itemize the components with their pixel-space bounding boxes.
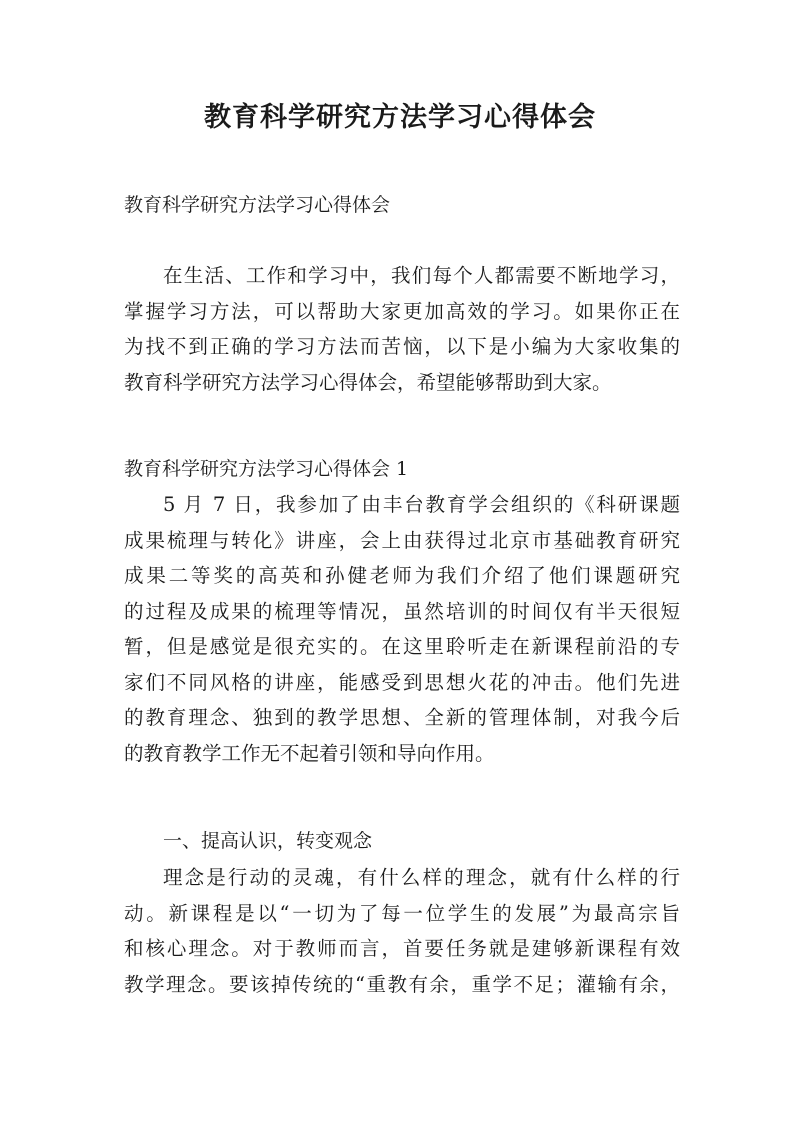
paragraph-line: 教育科学研究方法学习心得体会，希望能够帮助到大家。: [124, 370, 612, 394]
paragraph-line: 动。新课程是以“一切为了每一位学生的发展”为最高宗旨: [124, 901, 680, 925]
point-heading: 一、提高认识，转变观念: [163, 830, 373, 852]
paragraph-line: 教学理念。要该掉传统的“重教有余，重学不足；灌输有余，: [124, 972, 680, 996]
point1-paragraph: [124, 860, 680, 1002]
paragraph-line: 掌握学习方法，可以帮助大家更加高效的学习。如果你正在: [124, 299, 680, 323]
section-heading: 教育科学研究方法学习心得体会 1: [124, 458, 409, 480]
paragraph-line: 的过程及成果的梳理等情况，虽然培训的时间仅有半天很短: [124, 599, 680, 623]
paragraph-line: 为找不到正确的学习方法而苦恼，以下是小编为大家收集的: [124, 335, 680, 358]
paragraph-line: 的教育理念、独到的教学思想、全新的管理体制，对我今后: [124, 706, 680, 729]
document-subtitle: 教育科学研究方法学习心得体会: [124, 194, 391, 216]
paragraph-line: 家们不同风格的讲座，能感受到思想火花的冲击。他们先进: [124, 670, 680, 694]
paragraph-line: 暂，但是感觉是很充实的。在这里聆听走在新课程前沿的专: [124, 635, 680, 658]
paragraph-line: 成果二等奖的高英和孙健老师为我们介绍了他们课题研究: [124, 564, 680, 587]
intro-paragraph: [124, 258, 680, 400]
paragraph-line: 5 月 7 日，我参加了由丰台教育学会组织的《科研课题: [163, 493, 680, 516]
paragraph-line: 成果梳理与转化》讲座，会上由获得过北京市基础教育研究: [124, 528, 680, 552]
paragraph-line: 和核心理念。对于教师而言，首要任务就是建够新课程有效: [124, 937, 680, 960]
paragraph-line: 的教育教学工作无不起着引领和导向作用。: [124, 741, 495, 765]
section1-paragraph: [124, 487, 680, 771]
document-title: 教育科学研究方法学习心得体会: [204, 102, 596, 133]
paragraph-line: 理念是行动的灵魂，有什么样的理念，就有什么样的行: [163, 866, 680, 889]
paragraph-line: 在生活、工作和学习中，我们每个人都需要不断地学习，: [163, 264, 680, 287]
